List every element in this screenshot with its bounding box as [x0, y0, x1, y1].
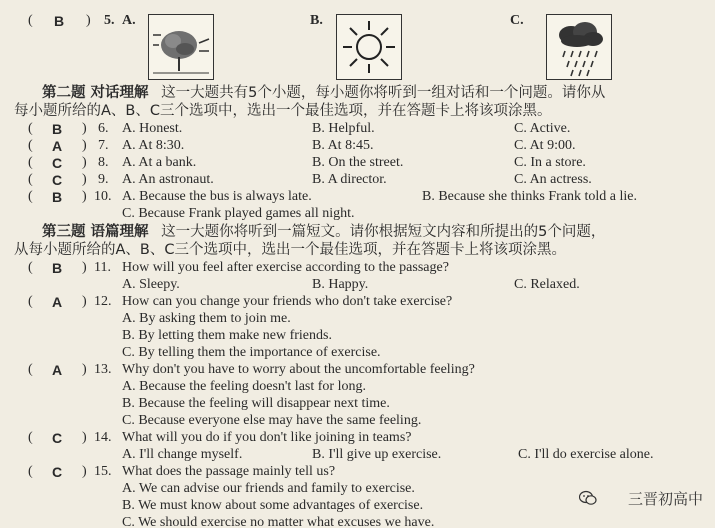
question-12-row: ( A ) 12. How can you change your friends who don't take exercise?	[28, 294, 453, 310]
question-stem: Why don't you have to worry about the uncomfortable feeling?	[122, 362, 475, 377]
option-b: B. Helpful.	[312, 121, 375, 136]
answer-6: B	[52, 121, 63, 137]
question-15-row: ( C ) 15. What does the passage mainly tell us?	[28, 464, 336, 480]
option-a: A. Honest.	[122, 121, 183, 136]
section-3-heading	[42, 223, 605, 241]
section-2-title: 第二题 对话理解	[42, 85, 149, 101]
answer-7: A	[52, 138, 63, 154]
option-a: A. At 8:30.	[122, 138, 185, 153]
option-a: A. We can advise our friends and family to exercise.	[122, 481, 415, 496]
section-2-instruction-2: 每小题所给的A、B、C三个选项中，选出一个最佳选项，并在答题卡上将该项涂黑。	[14, 103, 552, 119]
question-15-option-b	[0, 497, 715, 515]
option-c: C. We should exercise no matter what excuses we have.	[122, 515, 435, 528]
question-number-8: 8.	[98, 155, 109, 170]
option-b: B. Because the feeling will disappear next time.	[122, 396, 390, 411]
wechat-icon	[579, 490, 597, 506]
question-13-option-b	[0, 395, 715, 413]
question-number-7: 7.	[98, 138, 109, 153]
answer-13: A	[52, 362, 63, 378]
option-b: B. Happy.	[312, 277, 369, 292]
picture-sunny	[336, 14, 402, 80]
option-c: C. Because everyone else may have the same feeling.	[122, 413, 422, 428]
question-number-9: 9.	[98, 172, 109, 187]
option-a: A. By asking them to join me.	[122, 311, 291, 326]
section-2-heading	[42, 84, 605, 102]
option-b: B. On the street.	[312, 155, 404, 170]
question-12-option-b	[0, 327, 715, 345]
question-stem: What does the passage mainly tell us?	[122, 464, 336, 479]
option-c: C. An actress.	[514, 172, 592, 187]
option-a: A. At a bank.	[122, 155, 197, 170]
option-c: C. Relaxed.	[514, 277, 580, 292]
option-b: B. A director.	[312, 172, 387, 187]
question-number-5: 5.	[104, 13, 115, 28]
option-b: B. Because she thinks Frank told a lie.	[422, 189, 638, 204]
question-stem: What will you do if you don't like joining in teams?	[122, 430, 412, 445]
question-6-row: ( B ) 6. A. Honest. B. Helpful. C. Active.	[28, 121, 571, 137]
question-11-options	[0, 276, 715, 294]
option-b: B. We must know about some advantages of exercise.	[122, 498, 424, 513]
question-stem: How can you change your friends who don't take exercise?	[122, 294, 453, 309]
picture-windy	[148, 14, 214, 80]
picture-rainy	[546, 14, 612, 80]
question-15-option-a	[0, 480, 715, 498]
question-stem: How will you feel after exercise according to the passage?	[122, 260, 449, 275]
question-number-10: 10.	[94, 189, 112, 204]
answer-9: C	[52, 172, 63, 188]
option-a: A. Sleepy.	[122, 277, 180, 292]
option-a: A. An astronaut.	[122, 172, 214, 187]
option-c: C. Because Frank played games all night.	[122, 206, 355, 221]
option-b: B. By letting them make new friends.	[122, 328, 332, 343]
question-14-row: ( C ) 14. What will you do if you don't like joining in teams?	[28, 430, 412, 446]
wind-tree-icon	[149, 15, 213, 79]
paren-close: )	[86, 13, 91, 28]
answer-11: B	[52, 260, 63, 276]
question-number-15: 15.	[94, 464, 112, 479]
question-14-options	[0, 446, 715, 464]
section-3-instruction-1: 这一大题你将听到一篇短文。请你根据短文内容和所提出的5个问题，	[161, 224, 606, 240]
watermark-label: 三晋初高中	[627, 490, 703, 508]
option-b: B. At 8:45.	[312, 138, 374, 153]
question-13-row: ( A ) 13. Why don't you have to worry about the uncomfortable feeling?	[28, 362, 475, 378]
question-number-14: 14.	[94, 430, 112, 445]
answer-5: B	[54, 13, 65, 29]
question-12-option-c	[0, 344, 715, 362]
answer-10: B	[52, 189, 63, 205]
section-3-title: 第三题 语篇理解	[42, 224, 149, 240]
section-2-instruction-1: 这一大题共有5个小题，每小题你将听到一组对话和一个问题。请你从	[161, 85, 606, 101]
question-7-row: ( A ) 7. A. At 8:30. B. At 8:45. C. At 9:00.	[28, 138, 576, 154]
rain-cloud-icon	[547, 15, 611, 79]
option-a-label: A.	[122, 13, 136, 28]
question-9-row: ( C ) 9. A. An astronaut. B. A director. C. An actress.	[28, 172, 592, 188]
question-number-12: 12.	[94, 294, 112, 309]
answer-8: C	[52, 155, 63, 171]
option-c-label: C.	[510, 13, 524, 28]
question-10-row: ( B ) 10. A. Because the bus is always late. B. Because she thinks Frank told a lie.	[28, 189, 638, 205]
question-8-row: ( C ) 8. A. At a bank. B. On the street. C. In a store.	[28, 155, 586, 171]
option-b: B. I'll give up exercise.	[312, 447, 442, 462]
question-number-11: 11.	[94, 260, 111, 275]
question-11-row: ( B ) 11. How will you feel after exercise according to the passage?	[28, 260, 449, 276]
option-c: C. In a store.	[514, 155, 586, 170]
option-a: A. Because the feeling doesn't last for long.	[122, 379, 366, 394]
question-number-13: 13.	[94, 362, 112, 377]
question-number-6: 6.	[98, 121, 109, 136]
option-a: A. I'll change myself.	[122, 447, 243, 462]
paren-open: (	[28, 13, 33, 28]
sun-icon	[337, 15, 401, 79]
answer-14: C	[52, 430, 63, 446]
answer-12: A	[52, 294, 63, 310]
option-a: A. Because the bus is always late.	[122, 189, 312, 204]
option-c: C. I'll do exercise alone.	[518, 447, 654, 462]
question-10-row-2	[0, 205, 715, 223]
option-c: C. Active.	[514, 121, 571, 136]
question-12-option-a	[0, 310, 715, 328]
answer-15: C	[52, 464, 63, 480]
option-b-label: B.	[310, 13, 323, 28]
option-c: C. At 9:00.	[514, 138, 576, 153]
option-c: C. By telling them the importance of exercise.	[122, 345, 381, 360]
section-3-instruction-2: 从每小题所给的A、B、C三个选项中，选出一个最佳选项，并在答题卡上将该项涂黑。	[14, 242, 566, 258]
question-13-option-c	[0, 412, 715, 430]
question-13-option-a	[0, 378, 715, 396]
